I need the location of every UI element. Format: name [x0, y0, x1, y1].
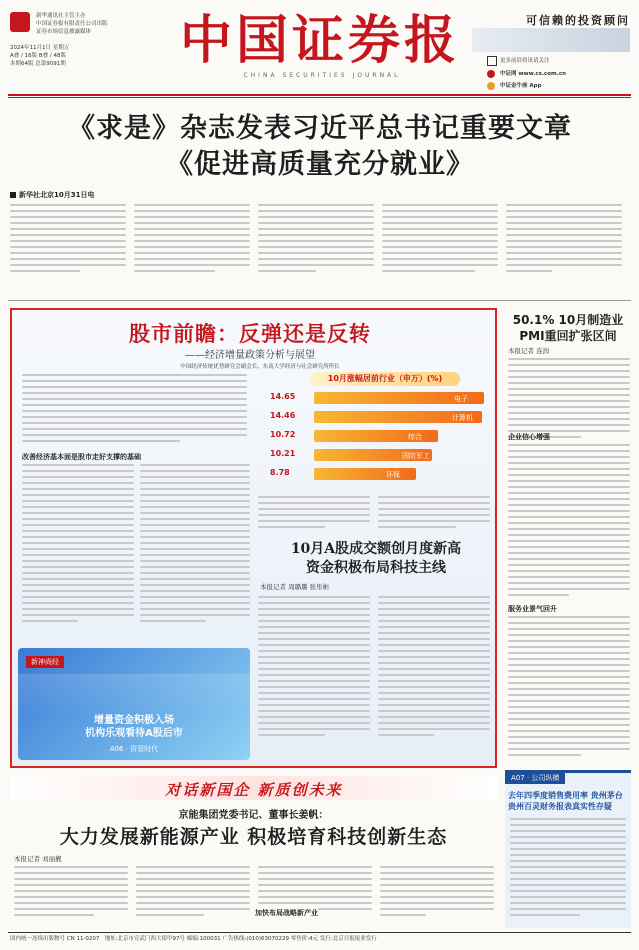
masthead-info — [10, 44, 130, 68]
promo-card[interactable] — [18, 648, 250, 760]
bar-value-4: 8.78 — [270, 468, 290, 477]
banner-col-2 — [136, 866, 250, 920]
pmi-body-1 — [508, 358, 630, 442]
promo-page: A06 · 资管时代 — [109, 745, 159, 753]
lead-col-3 — [258, 204, 374, 290]
promo-tag: 新神尚经 — [26, 656, 64, 668]
newspaper-title: 中国证券报 — [180, 10, 461, 71]
story-body-2 — [378, 596, 490, 740]
app-logo-icon — [487, 82, 495, 90]
footer-rule — [8, 932, 631, 933]
tagline-2: 中国证券报有限责任公司出版 — [36, 21, 108, 27]
banner-col-1 — [14, 866, 128, 920]
pmi-byline: 本报记者 连润 — [508, 347, 550, 355]
lead-dateline: 新华社北京10月31日电 — [19, 191, 95, 199]
lead-col-2 — [134, 204, 250, 290]
newspaper-en-title: CHINA SECURITIES JOURNAL — [243, 72, 401, 79]
footer-address: 地址:北京市宣武门西大街甲97号 邮编:100031 广告热线:(010)63070229 零售价:4元 发行:北京日报报业发行 — [104, 936, 377, 942]
lead-headline-2: 《促进高质量充分就业》 — [166, 149, 474, 180]
feature-body-5 — [378, 496, 490, 532]
lead-headline-1: 《求是》杂志发表习近平总书记重要文章 — [68, 113, 572, 144]
bar-value-3: 10.21 — [270, 449, 296, 458]
story-body-1 — [258, 596, 370, 740]
banner-subhead: 加快布局战略新产业 — [255, 909, 318, 917]
company-title-line-2: 贵州百灵财务报表真实性存疑 — [508, 802, 612, 811]
banner-byline: 本报记者 刘丽靓 — [14, 855, 62, 863]
bar-label-3: 国防军工 — [402, 452, 430, 460]
feature-body-3 — [140, 464, 250, 626]
bar-value-0: 14.65 — [270, 392, 296, 401]
company-title — [508, 790, 628, 812]
promo-skyline-image — [18, 674, 250, 714]
xinhua-logo-icon — [10, 12, 30, 32]
bar-value-2: 10.72 — [270, 430, 296, 439]
chart-title: 10月涨幅居前行业（申万）(%) — [310, 372, 460, 386]
footer-cn: 国内统一连续出版物号 CN 11-0207 — [10, 936, 100, 942]
banner-body — [14, 866, 494, 920]
company-title-line-1: 去年四季度销售费用率 贵州茅台 — [508, 791, 623, 800]
feature-body-2 — [22, 464, 134, 626]
lead-col-1 — [10, 204, 126, 290]
site-link-1[interactable]: 中证网 www.cs.com.cn — [500, 71, 567, 77]
promo-text — [28, 714, 240, 740]
lead-body — [10, 204, 622, 290]
banner-col-4 — [380, 866, 494, 920]
tagline-1: 新华通讯社主管主办 — [36, 13, 86, 19]
tagline-3: 证券市场信息披露媒体 — [36, 29, 92, 35]
lead-col-5 — [506, 204, 622, 290]
masthead-tagline — [36, 12, 166, 36]
company-body — [510, 818, 626, 920]
pmi-title-line-2: PMI重回扩张区间 — [519, 329, 617, 343]
bar-label-4: 环保 — [386, 471, 400, 479]
feature-byline: 中国经济传统优势研究会副会长、东南大学经济与社会研究所所长 — [180, 364, 340, 370]
banner-headline: 大力发展新能源产业 积极培育科技创新生态 — [59, 826, 448, 848]
bar-label-1: 计算机 — [452, 414, 473, 422]
footer-text — [10, 935, 630, 943]
bar-value-1: 14.46 — [270, 411, 296, 420]
section-divider — [8, 300, 631, 301]
masthead-rule — [8, 94, 631, 96]
company-tag: A07 · 公司纵横 — [505, 772, 565, 784]
pmi-subhead-2: 服务业景气回升 — [508, 605, 557, 613]
banner-kicker: 京能集团党委书记、董事长姜帆： — [178, 810, 329, 821]
pmi-title-line-1: 50.1% 10月制造业 — [512, 313, 624, 327]
banner-label: 对话新国企 新质创未来 — [165, 781, 343, 799]
site-link-2[interactable]: 中证金牛座 App — [500, 83, 542, 89]
pmi-title — [505, 312, 631, 344]
qr-code-icon — [487, 56, 497, 66]
feature-title: 股市前瞻：反弹还是反转 — [129, 321, 371, 346]
issue-sections: A叠 / 16版 B叠 / 48版 — [10, 53, 66, 59]
story-title — [258, 540, 494, 578]
feature-subhead: 改善经济基本面是股市走好支撑的基础 — [22, 453, 141, 461]
feature-body-4 — [258, 496, 370, 532]
pmi-body-3 — [508, 616, 630, 760]
issue-total: 本期64版 总第9091期 — [10, 61, 66, 67]
bar-label-2: 综合 — [408, 433, 422, 441]
issue-date: 2024年11月1日 星期五 — [10, 45, 70, 51]
sector-chart — [270, 372, 488, 490]
dateline-bullet-icon — [10, 192, 16, 198]
chart-bars — [270, 392, 488, 488]
feature-body-1 — [22, 374, 247, 446]
slogan-banner-image — [472, 28, 630, 52]
story-title-line-1: 10月A股成交额创月度新高 — [290, 541, 462, 557]
pmi-subhead-1: 企业信心增强 — [508, 433, 550, 441]
masthead-rule-thin — [8, 97, 631, 98]
pmi-body-2 — [508, 444, 630, 600]
feature-subtitle: ——经济增量政策分析与展望 — [185, 350, 315, 361]
lead-col-4 — [382, 204, 498, 290]
slogan: 可信赖的投资顾问 — [526, 14, 630, 27]
story-byline: 本报记者 周璐璐 张彤彬 — [260, 583, 330, 591]
bar-4 — [314, 468, 416, 480]
bar-label-0: 电子 — [454, 395, 468, 403]
app-label: 更多前沿资讯请关注 — [500, 58, 550, 64]
promo-line-2: 机构乐观看待A股后市 — [85, 728, 183, 739]
cs-logo-icon — [487, 70, 495, 78]
promo-line-1: 增量资金积极入场 — [94, 715, 174, 726]
story-title-line-2: 资金积极布局科技主线 — [306, 560, 446, 576]
